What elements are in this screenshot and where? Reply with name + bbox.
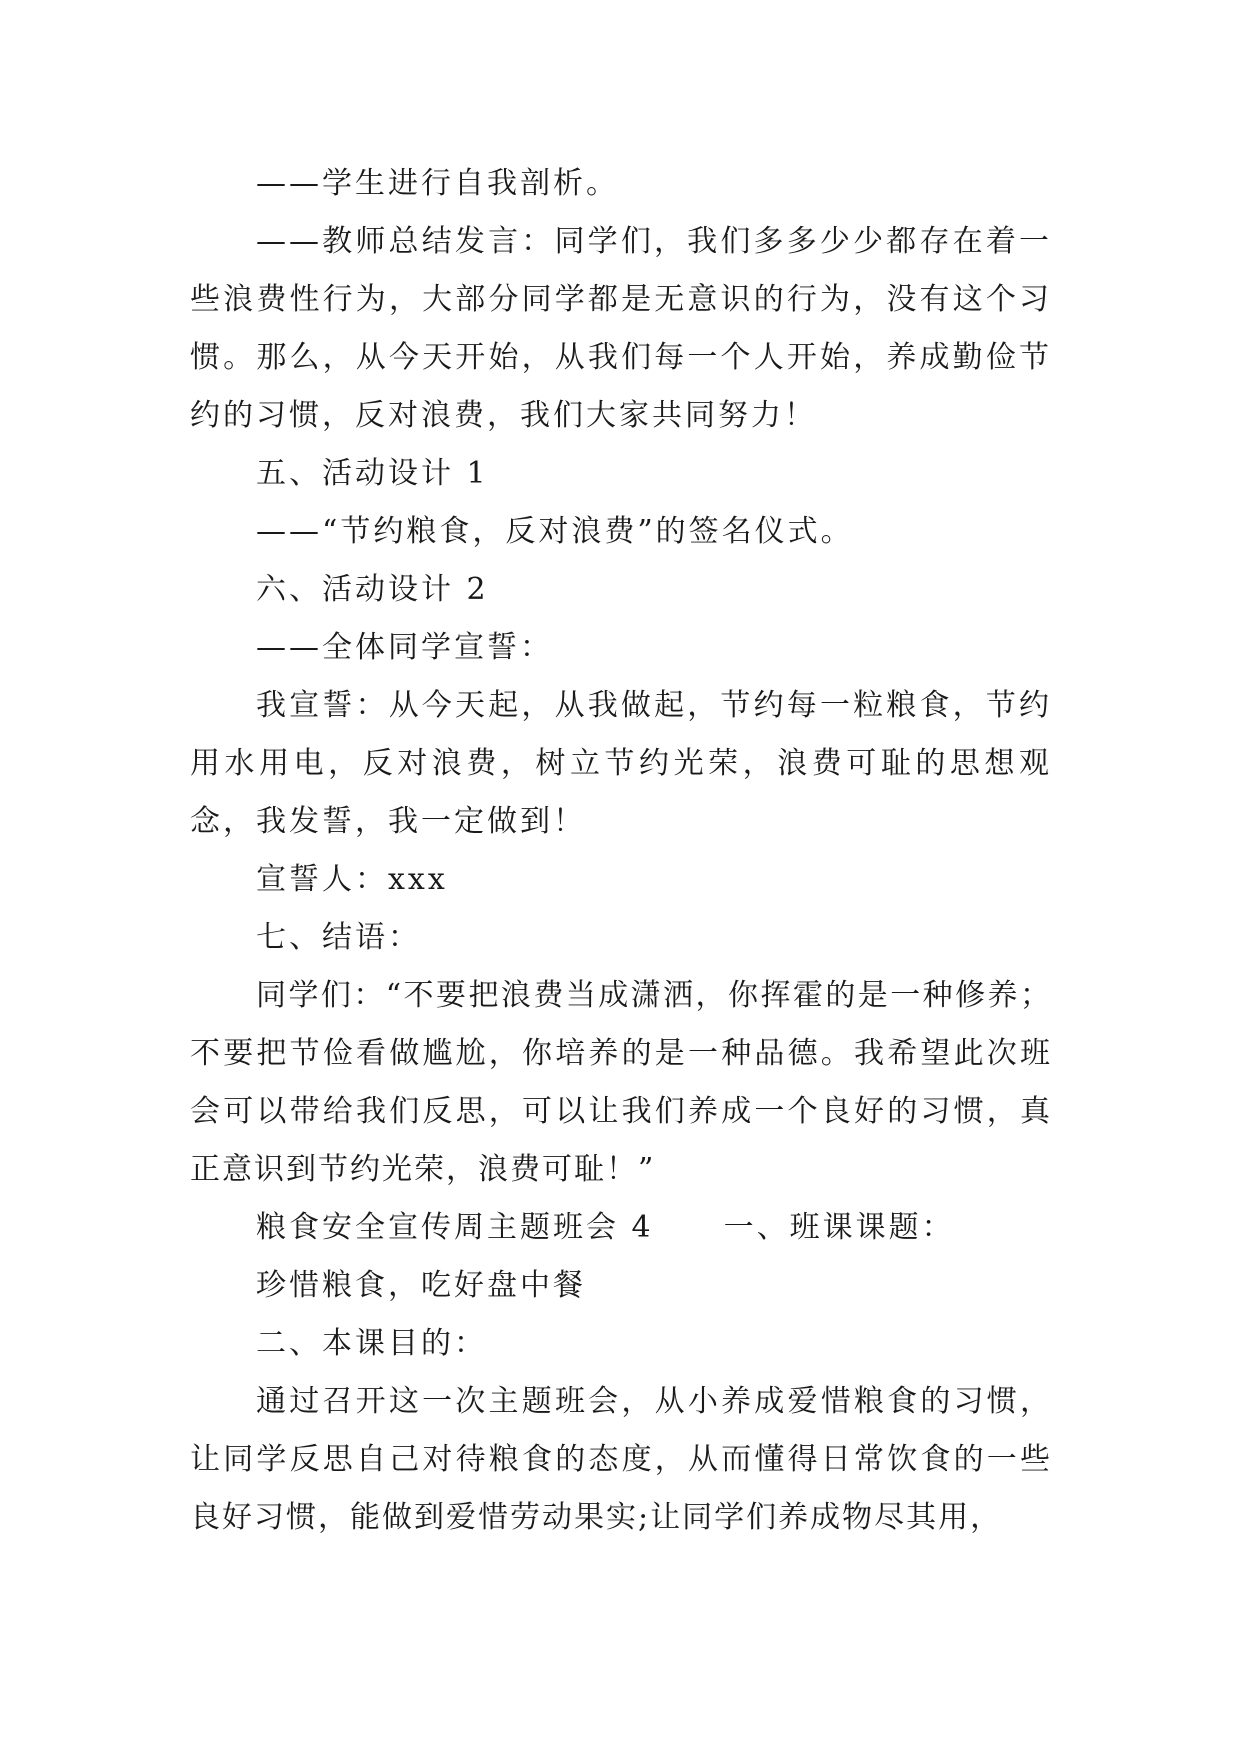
paragraph: ——教师总结发言：同学们，我们多多少少都存在着一些浪费性行为，大部分同学都是无意识的行为，没有这个习惯。那么，从今天开始，从我们每一个人开始，养成勤俭节约的习惯，反对浪费，我们大家共同努力！: [190, 224, 1052, 433]
oath-signature: 宣誓人：xxx: [256, 862, 448, 897]
paragraph: 通过召开这一次主题班会，从小养成爱惜粮食的习惯，让同学反思自己对待粮食的态度，从而懂得日常饮食的一些良好习惯，能做到爱惜劳动果实;让同学们养成物尽其用，: [190, 1384, 1052, 1535]
section-heading: 二、本课目的：: [256, 1326, 487, 1361]
section-title: 粮食安全宣传周主题班会 4: [256, 1210, 654, 1245]
paragraph: ——全体同学宣誓：: [256, 630, 553, 665]
section-heading: 七、结语：: [256, 920, 421, 955]
section-heading: 五、活动设计 1: [256, 456, 489, 491]
closing-paragraph: 同学们：“不要把浪费当成潇洒，你挥霍的是一种修养；不要把节俭看做尴尬，你培养的是一种品德。我希望此次班会可以带给我们反思，可以让我们养成一个良好的习惯，真正意识到节约光荣，浪费可耻！”: [190, 978, 1052, 1187]
paragraph: ——“节约粮食，反对浪费”的签名仪式。: [256, 514, 854, 549]
document-body: [190, 155, 1052, 1547]
section-heading: 六、活动设计 2: [256, 572, 489, 607]
oath-paragraph: 我宣誓：从今天起，从我做起，节约每一粒粮食，节约用水用电，反对浪费，树立节约光荣，浪费可耻的思想观念，我发誓，我一定做到！: [190, 688, 1052, 839]
subsection-heading: 一、班课课题：: [723, 1210, 955, 1245]
paragraph: ——学生进行自我剖析。: [256, 166, 619, 201]
paragraph: 珍惜粮食，吃好盘中餐: [256, 1268, 586, 1303]
section-title-row: [190, 1199, 1052, 1257]
